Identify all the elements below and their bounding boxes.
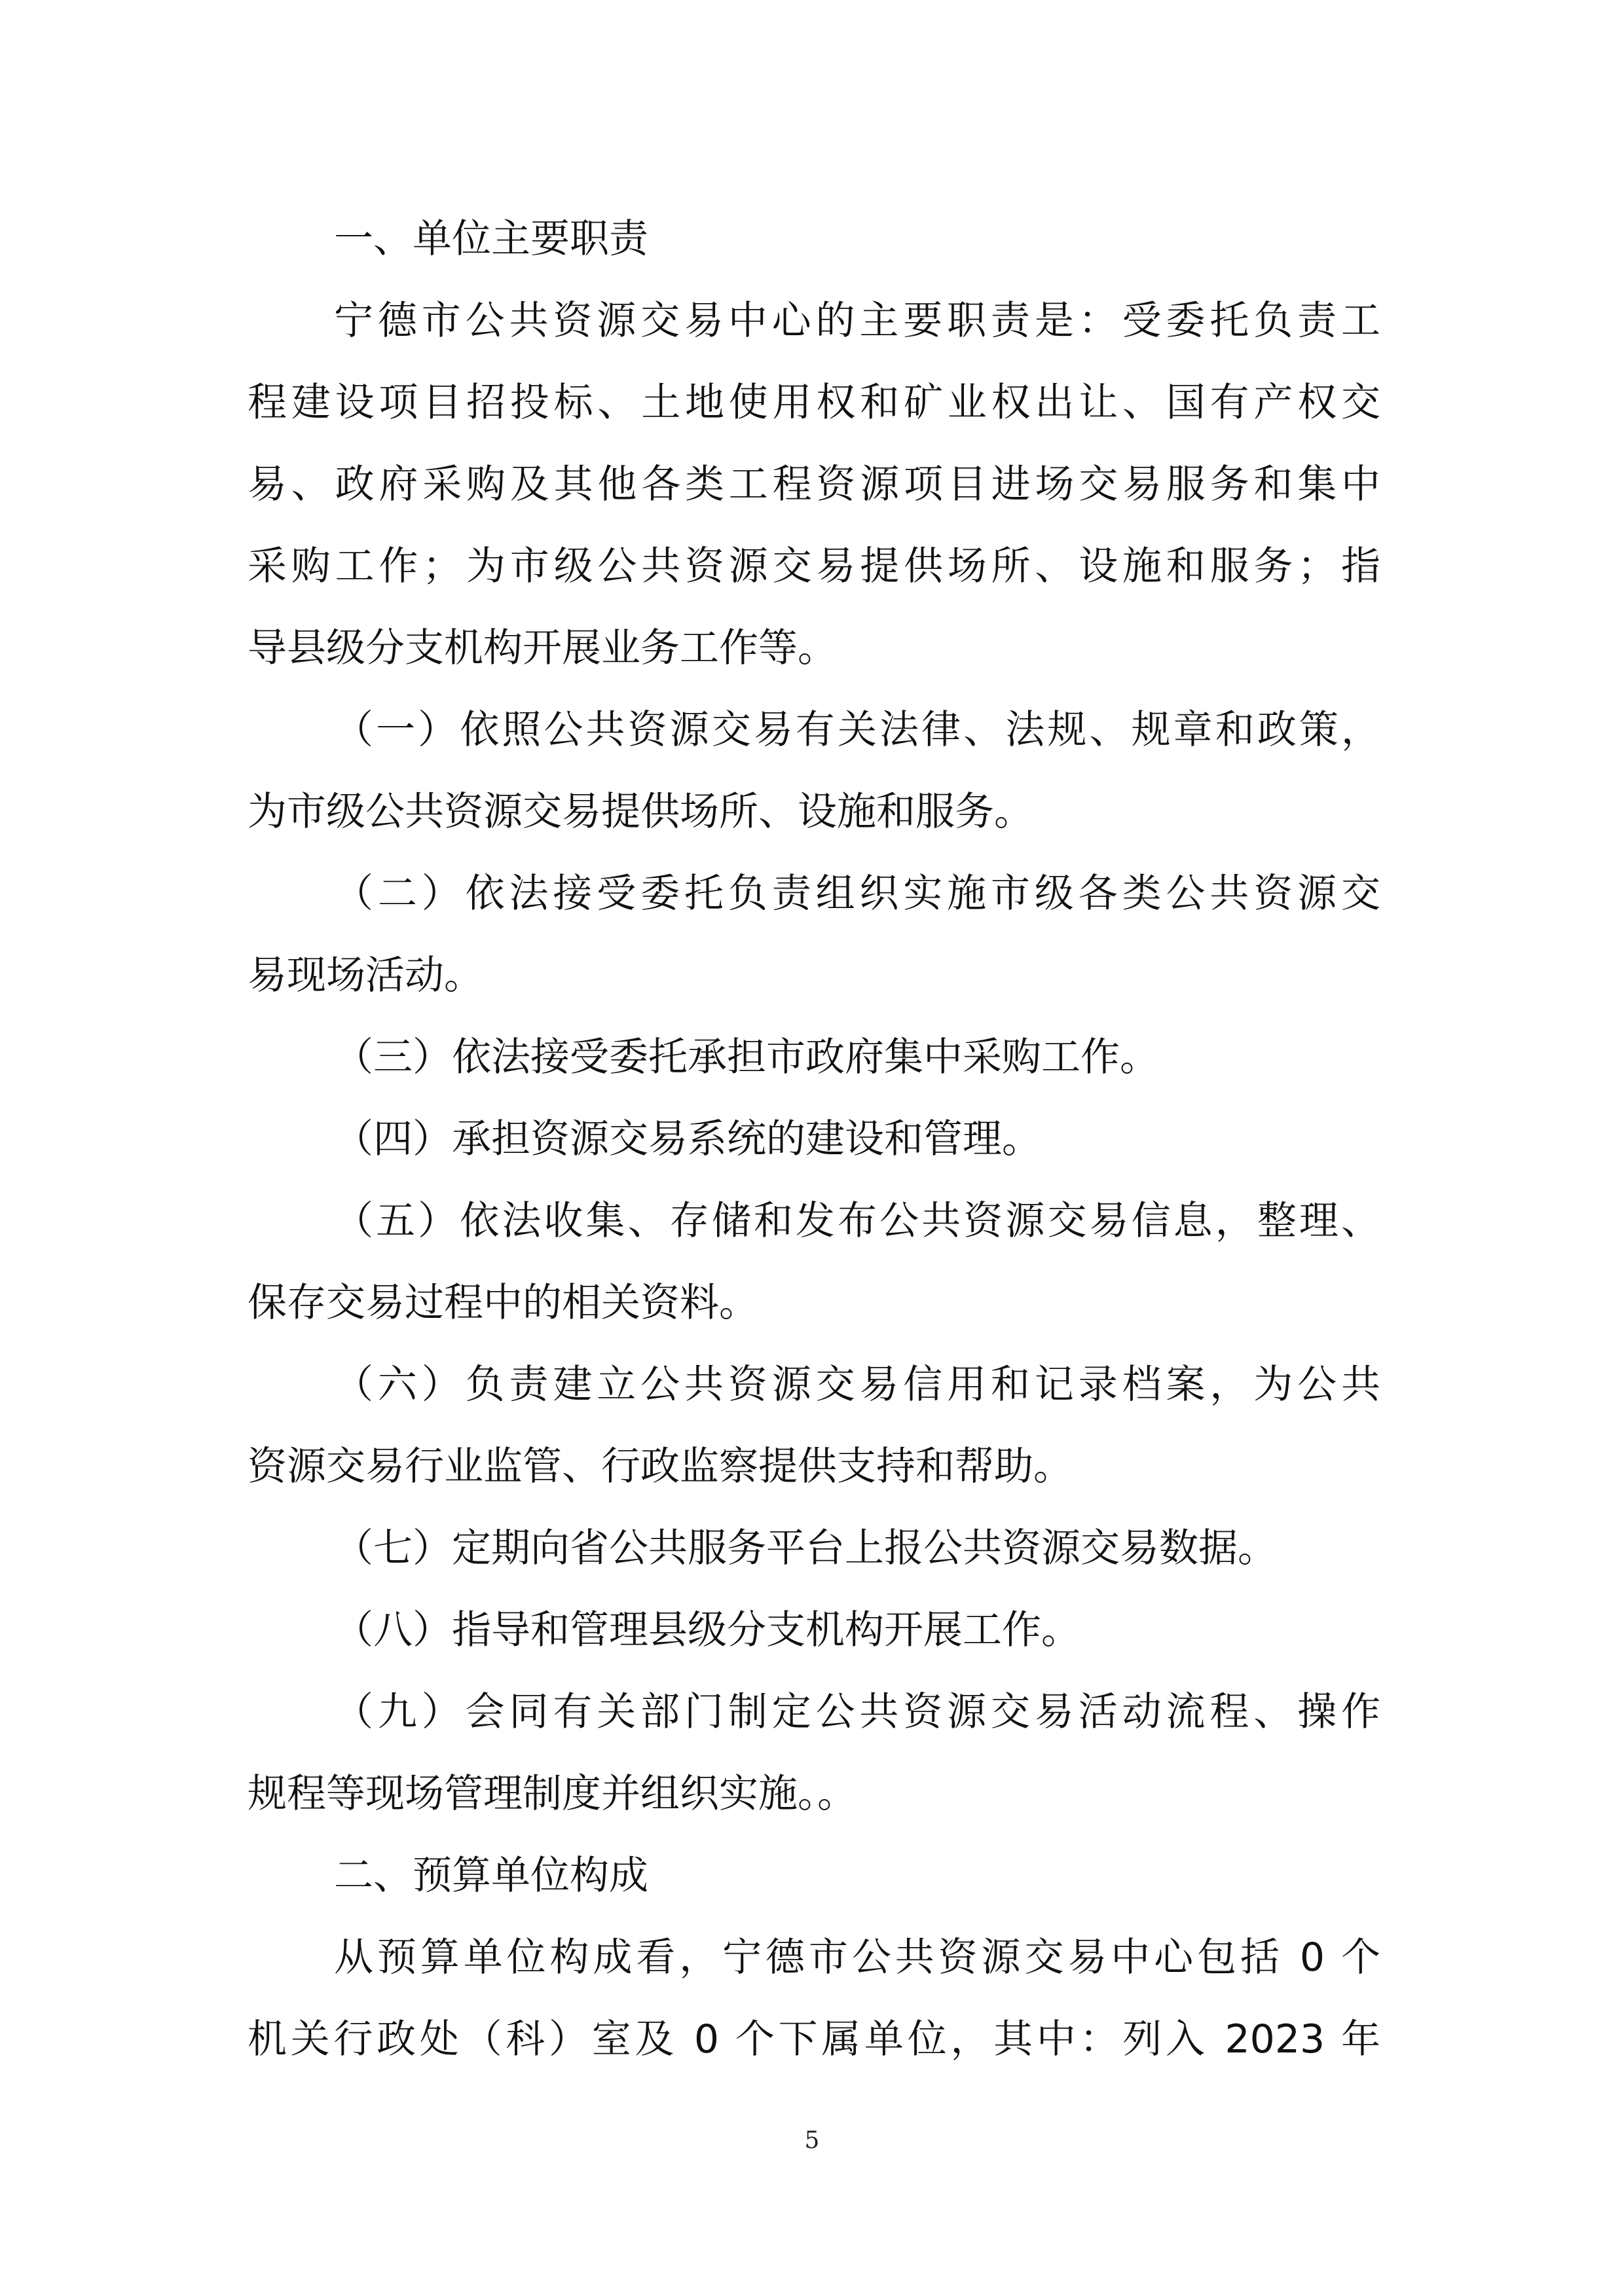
list-item-6-line: 资源交易行业监管、行政监察提供支持和帮助。 xyxy=(248,1444,1073,1489)
list-item-9-line: 规程等现场管理制度并组织实施。。 xyxy=(248,1771,857,1817)
paragraph-line: 易、政府采购及其他各类工程资源项目进场交易服务和集中 xyxy=(248,462,1380,507)
paragraph-line: 程建设项目招投标、土地使用权和矿业权出让、国有产权交 xyxy=(248,380,1380,426)
list-item-2-line: 易现场活动。 xyxy=(248,953,483,998)
paragraph-line: 从预算单位构成看，宁德市公共资源交易中心包括 0 个 xyxy=(334,1935,1380,1980)
page-number: 5 xyxy=(804,2127,820,2154)
list-item-4: （四）承担资源交易系统的建设和管理。 xyxy=(334,1116,1041,1162)
paragraph-line: 采购工作；为市级公共资源交易提供场所、设施和服务；指 xyxy=(248,543,1380,589)
list-item-1-line: （一）依照公共资源交易有关法律、法规、规章和政策， xyxy=(334,707,1380,753)
list-item-7: （七）定期向省公共服务平台上报公共资源交易数据。 xyxy=(334,1525,1277,1571)
paragraph-line: 机关行政处（科）室及 0 个下属单位，其中：列入 2023 年 xyxy=(248,2016,1380,2062)
list-item-5-line: 保存交易过程中的相关资料。 xyxy=(248,1280,758,1326)
list-item-1-line: 为市级公共资源交易提供场所、设施和服务。 xyxy=(248,789,1033,835)
list-item-5-line: （五）依法收集、存储和发布公共资源交易信息，整理、 xyxy=(334,1198,1380,1244)
list-item-9-line: （九）会同有关部门制定公共资源交易活动流程、操作 xyxy=(334,1689,1380,1735)
list-item-2-line: （二）依法接受委托负责组织实施市级各类公共资源交 xyxy=(334,871,1380,917)
paragraph-line: 宁德市公共资源交易中心的主要职责是：受委托负责工 xyxy=(334,298,1380,344)
section-heading-main-duties: 一、单位主要职责 xyxy=(334,216,648,262)
list-item-6-line: （六）负责建立公共资源交易信用和记录档案，为公共 xyxy=(334,1362,1380,1408)
list-item-8: （八）指导和管理县级分支机构开展工作。 xyxy=(334,1607,1080,1653)
list-item-3: （三）依法接受委托承担市政府集中采购工作。 xyxy=(334,1034,1159,1080)
paragraph-line: 导县级分支机构开展业务工作等。 xyxy=(248,625,837,671)
section-heading-budget-units: 二、预算单位构成 xyxy=(334,1853,648,1899)
